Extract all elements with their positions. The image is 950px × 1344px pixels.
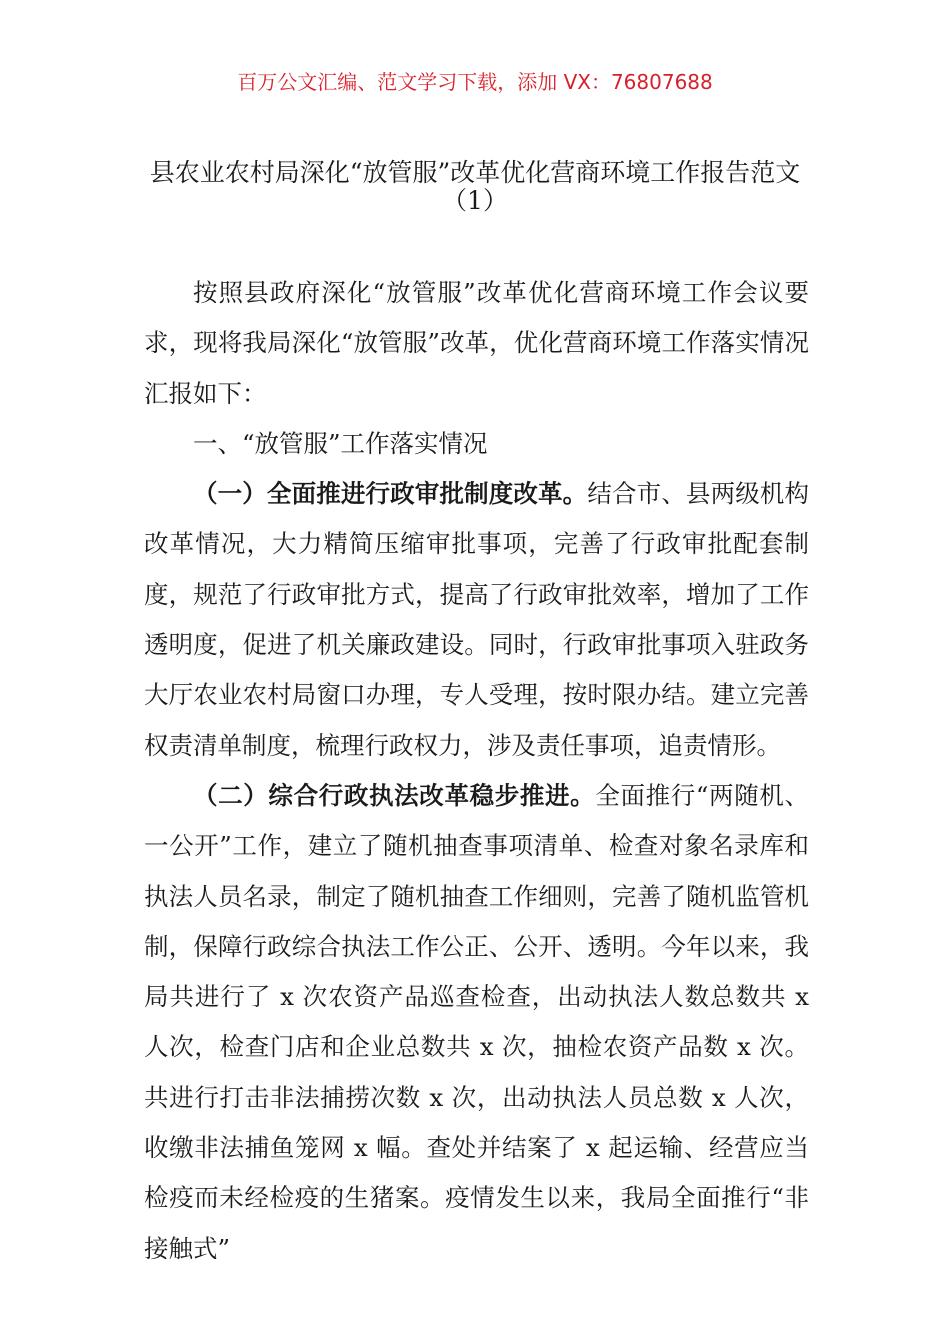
item-1-lead: （一）全面推进行政审批制度改革。	[193, 479, 588, 509]
item-1-body: 结合市、县两级机构改革情况，大力精简压缩审批事项，完善了行政审批配套制度，规范了行政审批方式，提高了行政审批效率，增加了工作透明度，促进了机关廉政建设。同时，行政审批事项入驻政务大厅农业农村局窗口办理，专人受理，按时限办结。建立完善权责清单制度，梳理行政权力，涉及责任事项，追责情形。	[144, 479, 810, 760]
item-2-body: 全面推行“两随机、一公开”工作，建立了随机抽查事项清单、检查对象名录库和执法人员名录，制定了随机抽查工作细则，完善了随机监管机制，保障行政综合执法工作公正、公开、透明。今年以来，我局共进行了 x 次农资产品巡查检查，出动执法人数总数共 x 人次，检查门店和企业总数共 x 次，抽检农资产品数 x 次。共进行打击非法捕捞次数 x 次，出动执法人员总数 x 人次，收缴非法捕鱼笼网 x 幅。查处并结案了 x 起运输、经营应当检疫而未经检疫的生猪案。疫情发生以来，我局全面推行“非接触式”	[144, 780, 809, 1263]
item-paragraph-1	[144, 469, 809, 771]
section-heading: 一、“放管服”工作落实情况	[193, 428, 488, 458]
item-paragraph-2	[144, 771, 809, 1274]
document-subtitle: （1）	[442, 186, 508, 215]
intro-paragraph: 按照县政府深化“放管服”改革优化营商环境工作会议要求，现将我局深化“放管服”改革，优化营商环境工作落实情况汇报如下：	[144, 278, 809, 408]
watermark-header: 百万公文汇编、范文学习下载，添加 VX：76807688	[237, 70, 713, 94]
item-2-lead: （二）综合行政执法改革稳步推进。	[193, 780, 596, 810]
document-title: 县农业农村局深化“放管服”改革优化营商环境工作报告范文	[149, 158, 801, 187]
document-body	[144, 268, 809, 1274]
